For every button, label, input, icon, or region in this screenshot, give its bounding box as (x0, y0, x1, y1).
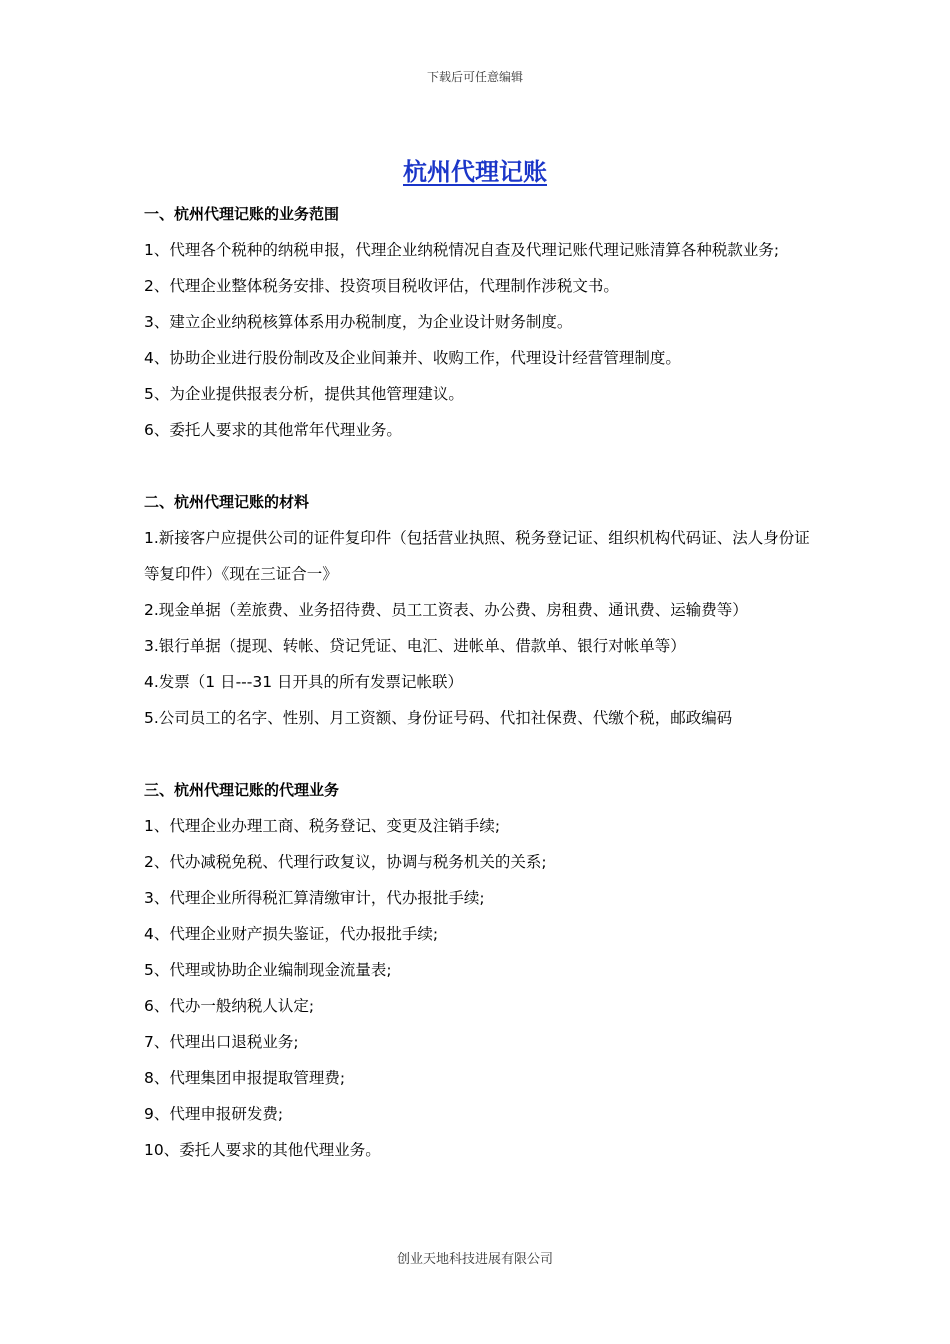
section-spacer (144, 736, 824, 772)
section-heading: 二、杭州代理记账的材料 (144, 493, 310, 511)
list-item: 6、代办一般纳税人认定; (144, 997, 315, 1015)
list-item: 4、协助企业进行股份制改及企业间兼并、收购工作，代理设计经营管理制度。 (144, 349, 681, 367)
list-item: 2.现金单据（差旅费、业务招待费、员工工资表、办公费、房租费、通讯费、运输费等） (144, 601, 748, 619)
section-spacer (144, 448, 824, 484)
section-materials (144, 484, 824, 736)
section-heading: 一、杭州代理记账的业务范围 (144, 205, 340, 223)
document-body (144, 196, 824, 1168)
section-heading: 三、杭州代理记账的代理业务 (144, 781, 340, 799)
list-item: 10、委托人要求的其他代理业务。 (144, 1141, 381, 1159)
list-item: 9、代理申报研发费; (144, 1105, 284, 1123)
list-item: 1、代理各个税种的纳税申报，代理企业纳税情况自查及代理记账代理记账清算各种税款业务; (144, 241, 780, 259)
list-item: 3、建立企业纳税核算体系用办税制度，为企业设计财务制度。 (144, 313, 573, 331)
list-item: 2、代办减税免税、代理行政复议，协调与税务机关的关系; (144, 853, 547, 871)
list-item: 8、代理集团申报提取管理费; (144, 1069, 346, 1087)
list-item: 3.银行单据（提现、转帐、贷记凭证、电汇、进帐单、借款单、银行对帐单等） (144, 637, 686, 655)
list-item: 5、代理或协助企业编制现金流量表; (144, 961, 392, 979)
list-item: 7、代理出口退税业务; (144, 1033, 299, 1051)
list-item: 2、代理企业整体税务安排、投资项目税收评估，代理制作涉税文书。 (144, 277, 619, 295)
list-item: 5.公司员工的名字、性别、月工资额、身份证号码、代扣社保费、代缴个税，邮政编码 (144, 709, 733, 727)
list-item: 5、为企业提供报表分析，提供其他管理建议。 (144, 385, 464, 403)
list-item: 4.发票（1 日---31 日开具的所有发票记帐联） (144, 673, 464, 691)
list-item: 6、委托人要求的其他常年代理业务。 (144, 421, 402, 439)
section-agency-services (144, 772, 824, 1168)
list-item: 1、代理企业办理工商、税务登记、变更及注销手续; (144, 817, 501, 835)
list-item: 1.新接客户应提供公司的证件复印件（包括营业执照、税务登记证、组织机构代码证、法人身份证等复印件）《现在三证合一》 (144, 529, 810, 583)
document-title: 杭州代理记账 (403, 158, 547, 186)
section-business-scope (144, 196, 824, 448)
page-header-note: 下载后可任意编辑 (426, 70, 523, 84)
page-footer-note: 创业天地科技进展有限公司 (396, 1252, 553, 1267)
list-item: 4、代理企业财产损失鉴证，代办报批手续; (144, 925, 439, 943)
list-item: 3、代理企业所得税汇算清缴审计，代办报批手续; (144, 889, 485, 907)
